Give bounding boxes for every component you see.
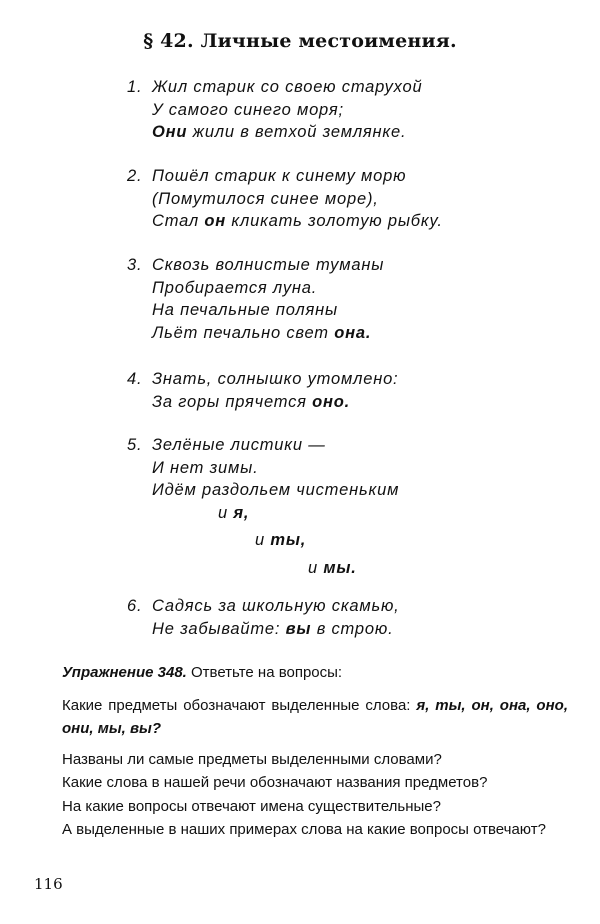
text-segment: и xyxy=(218,503,234,522)
question: На какие вопросы отвечают имена существительные? xyxy=(62,797,441,815)
poem-line-text xyxy=(308,557,357,580)
poem-number: 2. xyxy=(127,167,143,185)
poem-line xyxy=(127,434,567,457)
poem-3 xyxy=(127,254,567,344)
poem-line-text xyxy=(152,76,422,99)
poem-1 xyxy=(127,76,567,144)
text-segment: У самого синего моря; xyxy=(152,100,344,119)
text-segment: в строю. xyxy=(311,619,394,638)
poem-6 xyxy=(127,595,567,640)
poem-line xyxy=(127,254,567,277)
poem-line-text xyxy=(152,368,398,391)
poem-line xyxy=(127,457,567,480)
poem-5 xyxy=(127,434,567,585)
poem-line xyxy=(127,210,567,233)
text-segment: За горы прячется xyxy=(152,392,313,411)
highlighted-pronoun: мы. xyxy=(323,558,357,577)
question-1-words: я, ты, он, она, оно, они, мы, вы? xyxy=(62,697,568,737)
text-segment: и xyxy=(255,530,271,549)
question: Названы ли самые предметы выделенными словами? xyxy=(62,751,442,768)
question-1-text: Какие предметы обозначают выделенные слова: xyxy=(62,697,417,714)
text-segment: Пробирается луна. xyxy=(152,278,318,297)
poem-line xyxy=(127,529,567,557)
poem-number: 4. xyxy=(127,370,143,388)
text-segment: Идём раздольем чистеньким xyxy=(152,481,400,499)
poem-line xyxy=(127,557,567,585)
text-segment: кликать золотую рыбку. xyxy=(226,212,443,230)
highlighted-pronoun: он xyxy=(204,212,227,230)
text-segment: Не забывайте: xyxy=(152,619,286,638)
text-segment: Садясь за школьную скамью, xyxy=(152,597,400,615)
poem-line-text xyxy=(152,254,384,277)
poem-line xyxy=(127,121,567,144)
poem-line xyxy=(127,618,567,641)
text-segment: Пошёл старик к синему морю xyxy=(152,167,407,185)
page-number: 116 xyxy=(34,875,63,893)
exercise-header xyxy=(62,664,570,681)
poem-number: 3. xyxy=(127,256,143,274)
poem-line-text xyxy=(152,595,400,618)
highlighted-pronoun: вы xyxy=(285,619,312,638)
text-segment: На печальные поляны xyxy=(152,301,338,319)
poem-line xyxy=(127,322,567,345)
text-segment: жили в ветхой землянке. xyxy=(187,123,407,141)
poem-line-text xyxy=(152,618,393,641)
poem-line-text xyxy=(218,502,249,525)
questions xyxy=(62,748,570,841)
text-segment: И нет зимы. xyxy=(152,458,259,477)
text-segment: и xyxy=(308,558,324,577)
poem-line xyxy=(127,188,567,211)
poem-line-text xyxy=(152,188,379,211)
poem-4 xyxy=(127,368,567,413)
highlighted-pronoun: я, xyxy=(233,503,250,522)
poem-number: 6. xyxy=(127,597,143,615)
highlighted-pronoun: ты, xyxy=(270,530,307,549)
poem-line xyxy=(127,368,567,391)
poem-line xyxy=(127,76,567,99)
poem-number: 5. xyxy=(127,436,143,454)
poem-line-text xyxy=(152,434,326,457)
poem-line-text xyxy=(152,277,317,300)
section-title: § 42. Личные местоимения. xyxy=(143,30,457,52)
highlighted-pronoun: оно. xyxy=(312,392,351,411)
text-segment: Жил старик со своею старухой xyxy=(152,78,423,96)
poem-2 xyxy=(127,165,567,233)
poem-line xyxy=(127,99,567,122)
poem-line xyxy=(127,595,567,618)
poem-line xyxy=(127,165,567,188)
question: А выделенные в наших примерах слова на какие вопросы отвечают? xyxy=(62,820,546,838)
poem-line xyxy=(127,391,567,414)
poem-line-text xyxy=(255,529,306,552)
poem-line-text xyxy=(152,121,406,144)
poem-line xyxy=(127,479,567,502)
poem-line xyxy=(127,277,567,300)
text-segment: Знать, солнышко утомлено: xyxy=(152,370,399,388)
exercise-instruction: Ответьте на вопросы: xyxy=(191,664,343,681)
question: Какие слова в нашей речи обозначают названия предметов? xyxy=(62,774,488,792)
highlighted-pronoun: она. xyxy=(334,323,372,342)
text-segment: Сквозь волнистые туманы xyxy=(152,256,385,274)
poem-line-text xyxy=(152,322,371,345)
poem-line xyxy=(127,502,567,529)
exercise-label: Упражнение 348. xyxy=(62,664,187,681)
poem-line-text xyxy=(152,391,350,414)
text-segment: Льёт печально свет xyxy=(152,323,335,342)
highlighted-pronoun: Они xyxy=(152,123,188,141)
text-segment: (Помутилося синее море), xyxy=(152,189,379,208)
text-segment: Зелёные листики — xyxy=(152,436,326,454)
poem-line-text xyxy=(152,99,344,122)
poem-line xyxy=(127,299,567,322)
text-segment: Стал xyxy=(152,212,205,230)
poem-line-text xyxy=(152,457,258,480)
poem-number: 1. xyxy=(127,78,143,96)
question-1 xyxy=(40,694,568,740)
poem-line-text xyxy=(152,299,338,322)
poem-line-text xyxy=(152,210,443,233)
poem-line-text xyxy=(152,479,399,502)
poem-line-text xyxy=(152,165,406,188)
